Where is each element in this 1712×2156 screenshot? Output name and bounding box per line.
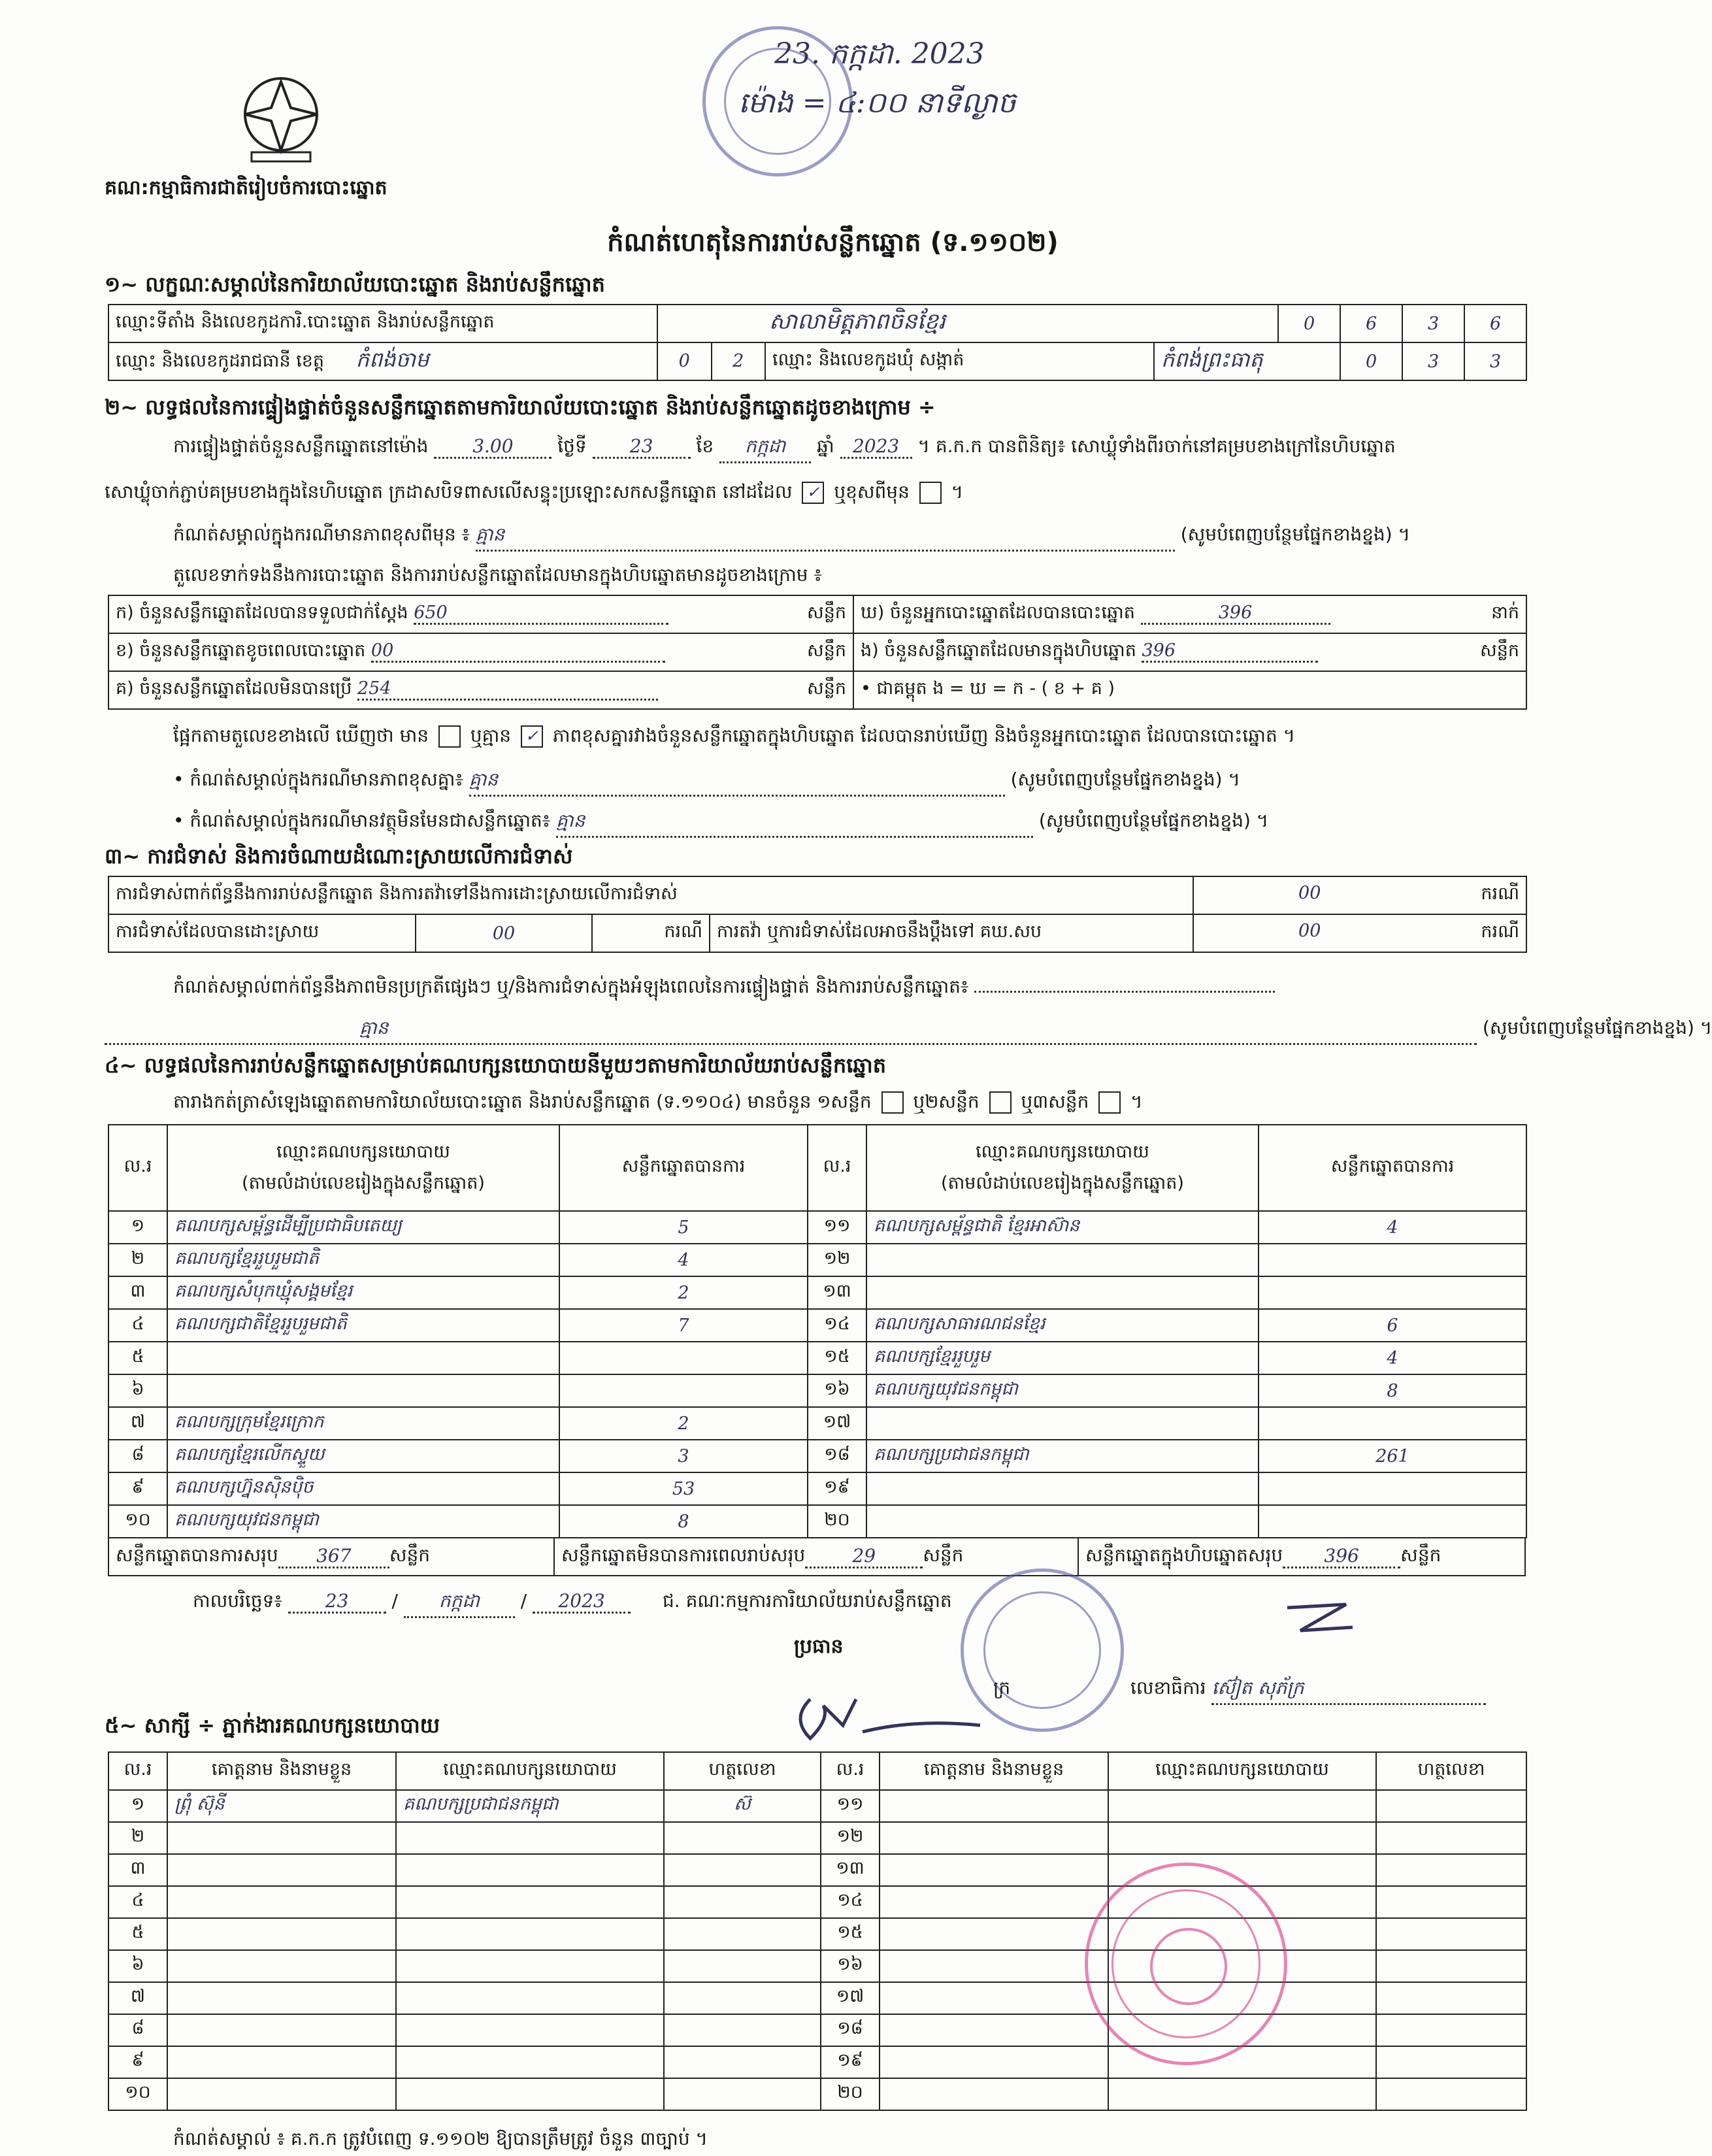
witness-signature: [664, 2078, 821, 2110]
witness-number: ៩: [108, 2046, 167, 2078]
office-value: សាលាមិត្តភាពចិនខ្មែរ: [657, 305, 1278, 342]
witness-number: ១៥: [821, 1918, 880, 1950]
table-row: [108, 1982, 1526, 2014]
box-ballots: 396: [1142, 640, 1318, 663]
party-number: ១២: [808, 1244, 866, 1276]
party-name: គណបក្សសម្ព័ន្ធជាតិ ខ្មែរអាស៊ាន: [866, 1211, 1259, 1244]
party-votes: [559, 1342, 808, 1374]
party-name: [866, 1244, 1259, 1276]
witness-number: ១៨: [821, 2014, 880, 2046]
witness-party: [396, 1822, 664, 1854]
table-row: [108, 1918, 1526, 1950]
three-sheet-checkbox[interactable]: [1098, 1091, 1121, 1114]
party-number: ១៦: [808, 1374, 866, 1407]
witness-number: ១៧: [821, 1982, 880, 2014]
totals-row: សន្លឹកឆ្នោតបានការសរុប 367 សន្លឹក សន្លឹកឆ្នោតមិនបានការពេលរាប់សរុប 29 សន្លឹក សន្លឹកឆ្នោតក្នុងហិបឆ្នោតសរុប 396 សន្លឹក: [108, 1537, 1526, 1576]
party-number: ៦: [108, 1374, 167, 1407]
note2-line: • កំណត់សម្គាល់ក្នុងករណីមានភាពខុសគ្នា៖ គ្មាន (សូមបំពេញបន្ថែមផ្នែកខាងខ្នង) ។: [173, 768, 1240, 797]
witness-party: [396, 1982, 664, 2014]
witness-signature: [664, 1918, 821, 1950]
total-invalid: 29: [805, 1545, 923, 1568]
witness-name: [880, 2046, 1108, 2078]
section4-title: ៤~ លទ្ធផលនៃការរាប់សន្លឹកឆ្នោតសម្រាប់គណបក្សនយោបាយនីមួយៗតាមការិយាល័យរាប់សន្លឹកឆ្នោត: [105, 1053, 887, 1078]
party-name: គណបក្សខ្មែររួបរួមជាតិ: [167, 1244, 559, 1276]
witness-party: [1108, 2078, 1376, 2110]
witness-name: [167, 1886, 396, 1918]
witness-number: ៦: [108, 1950, 167, 1982]
witness-name: ព្រុំ ស៊ុនី: [167, 1790, 396, 1822]
member-signature: [784, 1680, 993, 1754]
section4-sub: តារាងកត់ត្រាសំឡេងឆ្នោតតាមការិយាល័យបោះឆ្នោត និងរាប់សន្លឹកឆ្នោត (ទ.១១០៤) មានចំនួន ១សន្លឹក ឬ២សន្លឹក ឬ៣សន្លឹក ។: [173, 1091, 1143, 1112]
total-in-box: 396: [1283, 1545, 1400, 1568]
witness-party: [396, 1854, 664, 1886]
witness-name: [167, 2014, 396, 2046]
witness-party: [396, 1886, 664, 1918]
commune-code-3: 3: [1464, 342, 1526, 380]
witness-party: [396, 2014, 664, 2046]
witness-name: [880, 1918, 1108, 1950]
appeal-value: 00: [1298, 920, 1321, 941]
witness-signature: [664, 1982, 821, 2014]
witness-name: [167, 1982, 396, 2014]
party-votes: 5: [559, 1211, 808, 1244]
party-votes: [1259, 1407, 1526, 1440]
party-number: ៨: [108, 1440, 167, 1472]
party-votes: 2: [559, 1276, 808, 1309]
party-votes: 3: [559, 1440, 808, 1472]
province-code-2: 2: [733, 351, 744, 371]
witness-number: ៨: [108, 2014, 167, 2046]
witness-number: ១៤: [821, 1886, 880, 1918]
witness-name: [880, 1854, 1108, 1886]
party-name: [866, 1472, 1259, 1505]
province-code-1: 0: [658, 343, 712, 380]
witness-signature: [664, 2014, 821, 2046]
formula: • ជាគម្ពុត ង = ឃ = ក - ( ខ + គ ): [853, 671, 1526, 709]
section3-note-line2: គ្មាន (សូមបំពេញបន្ថែមផ្នែកខាងខ្នង) ។: [105, 1016, 1712, 1045]
party-number: ១: [108, 1211, 167, 1244]
witness-number: ១៩: [821, 2046, 880, 2078]
witness-name: [167, 1854, 396, 1886]
witness-signature: [1376, 1822, 1526, 1854]
check-month: កក្កដា: [719, 435, 811, 463]
sign-year: 2023: [533, 1590, 631, 1614]
witness-number: ១៦: [821, 1950, 880, 1982]
witness-name: [880, 1982, 1108, 2014]
different-checkbox[interactable]: [919, 482, 942, 504]
party-name: គណបក្សប្រជាជនកម្ពុជា: [866, 1440, 1259, 1472]
party-number: ៧: [108, 1407, 167, 1440]
section3-title: ៣~ ការជំទាស់ និងការចំណាយដំណោះស្រាយលើការជំទាស់: [105, 844, 573, 869]
sign-month: កក្កដា: [404, 1589, 515, 1618]
party-votes: 4: [559, 1244, 808, 1276]
party-number: ៩: [108, 1472, 167, 1505]
note2-value: គ្មាន: [469, 768, 1005, 797]
witness-table: ល.រ គោត្តនាម និងនាមខ្លួន ឈ្មោះគណបក្សនយោបាយ ហត្ថលេខា ល.រ គោត្តនាម និងនាមខ្លួន ឈ្មោះគណបក្សនយោបាយ ហត្ថលេខា ១ ព្រុំ ស៊ុនី គណបក្សប្រជាជនកម្ពុជា ស៊ ១១ ២ ១២ ៣ ១៣ ៤ ១៤ ៥ ១៥ ៦ ១៦ ៧ ១៧ ៨ ១៨ ៩ ១៩ ១០ ២០: [108, 1751, 1527, 2111]
commune-value: កំពង់ព្រះធាតុ: [1154, 342, 1340, 380]
table-row: [108, 2014, 1526, 2046]
chair-signature: [1281, 1595, 1359, 1643]
check-day: 23: [593, 435, 691, 459]
party-votes: 7: [559, 1309, 808, 1342]
witness-name: [880, 1886, 1108, 1918]
chair-label: ប្រធាន: [794, 1635, 844, 1658]
nec-emblem: [225, 69, 337, 167]
party-votes: [1259, 1276, 1526, 1309]
party-votes: 8: [1259, 1374, 1526, 1407]
commune-label: ឈ្មោះ និងលេខកូដឃុំ សង្កាត់: [772, 349, 964, 370]
spoiled-ballots: 00: [371, 640, 665, 663]
party-number: ៤: [108, 1309, 167, 1342]
witness-name: [880, 1822, 1108, 1854]
note1-value: គ្មាន: [476, 523, 1175, 552]
witness-number: ១២: [821, 1822, 880, 1854]
province-value: កំពង់ចាម: [355, 346, 429, 372]
table-row: [108, 1472, 1526, 1505]
total-valid: 367: [278, 1545, 389, 1568]
witness-party: [1108, 1790, 1376, 1822]
note3-line: • កំណត់សម្គាល់ក្នុងករណីមានវត្ថុមិនមែនជាសន្លឹកឆ្នោត៖ គ្មាន (សូមបំពេញបន្ថែមផ្នែកខាងខ្នង) ។: [173, 809, 1268, 838]
office-code-4: 6: [1464, 305, 1526, 342]
table-row: [108, 1309, 1526, 1342]
party-votes: 4: [1259, 1211, 1526, 1244]
witness-number: ៤: [108, 1886, 167, 1918]
party-name: គណបក្សខ្មែររួបរួម: [866, 1342, 1259, 1374]
witness-signature: [1376, 1982, 1526, 2014]
witness-name: [167, 1950, 396, 1982]
complaints-table: ការជំទាស់ពាក់ព័ន្ធនឹងការរាប់សន្លឹកឆ្នោត និងការតវ៉ាទៅនឹងការដោះស្រាយលើការជំទាស់ 00 ករណី ការជំទាស់ដែលបានដោះស្រាយ 00 ករណី ការតវ៉ា ឬការជំទាស់ដែលអាចនឹងប្តឹងទៅ គឃ.សប 00 ករណី: [108, 876, 1527, 953]
witness-signature: [1376, 1854, 1526, 1886]
party-number: ១៩: [808, 1472, 866, 1505]
one-sheet-checkbox[interactable]: [881, 1091, 904, 1114]
party-number: ១៤: [808, 1309, 866, 1342]
party-name: [167, 1342, 559, 1374]
table-row: [108, 1886, 1526, 1918]
witness-signature: ស៊: [664, 1790, 821, 1822]
party-name: [866, 1505, 1259, 1538]
party-votes: 6: [1259, 1309, 1526, 1342]
sign-day: 23: [288, 1590, 386, 1614]
party-name: គណបក្សយុវជនកម្ពុជា: [866, 1374, 1259, 1407]
witness-party: [396, 1950, 664, 1982]
footer-note: កំណត់សម្គាល់ ៖ គ.ក.ក ត្រូវបំពេញ ទ.១១០២ ឱ្យបានត្រឹមត្រូវ ចំនួន ៣ច្បាប់ ។: [173, 2128, 708, 2149]
party-name: [167, 1374, 559, 1407]
votes-table: ល.រ ឈ្មោះគណបក្សនយោបាយ (តាមលំដាប់លេខរៀងក្នុងសន្លឹកឆ្នោត) សន្លឹកឆ្នោតបានការ ល.រ ឈ្មោះគណបក្សនយោបាយ (តាមលំដាប់លេខរៀងក្នុងសន្លឹកឆ្នោត) សន្លឹកឆ្នោតបានការ ១ គណបក្សសម្ព័ន្ធដើម្បីប្រជាធិបតេយ្យ 5 ១១ គណបក្សសម្ព័ន្ធជាតិ ខ្មែរអាស៊ាន 4 ២ គណបក្សខ្មែររួបរួមជាតិ 4 ១២ ៣ គណបក្សសំបុកឃ្មុំសង្គមខ្មែរ 2 ១៣ ៤ គណបក្សជាតិខ្មែររួបរួមជាតិ 7 ១៤ គណបក្សសាធារណជនខ្មែរ 6 ៥ ១៥ គណបក្សខ្មែររួបរួម 4 ៦ ១៦ គណបក្សយុវជនកម្ពុជា 8 ៧ គណបក្សក្រុមខ្មែរក្រោក 2 ១៧ ៨ គណបក្សខ្មែរលើកស្ទួយ 3 ១៨ គណបក្សប្រជាជនកម្ពុជា 261 ៩ គណបក្សហ្វ៊ុនស៊ិនប៉ិច 53 ១៩ ១០ គណបក្សយុវជនកម្ពុជា 8 ២០: [108, 1124, 1527, 1538]
party-votes: [1259, 1244, 1526, 1276]
table-row: [108, 1342, 1526, 1374]
table-row: [108, 1790, 1526, 1822]
table-row: [108, 2046, 1526, 2078]
party-number: ១១: [808, 1211, 866, 1244]
table-row: [108, 1407, 1526, 1440]
secretary-name: ស៊ៀត សុភ័ក្រ: [1211, 1676, 1486, 1705]
witness-number: ១០: [108, 2078, 167, 2110]
counts-table: ក) ចំនួនសន្លឹកឆ្នោតដែលបានទទួលជាក់ស្តែង 650 សន្លឹក ឃ) ចំនួនអ្នកបោះឆ្នោតដែលបានបោះឆ្នោត 396 នាក់ ខ) ចំនួនសន្លឹកឆ្នោតខូចពេលបោះឆ្នោត 00 សន្លឹក ង) ចំនួនសន្លឹកឆ្នោតដែលមានក្នុងហិបឆ្នោត 396 សន្លឹក គ) ចំនួនសន្លឹកឆ្នោតដែលមិនបានប្រើ 254 សន្លឹក • ជាគម្ពុត ង = ឃ = ក - ( ខ + គ ): [108, 595, 1527, 710]
witness-party: គណបក្សប្រជាជនកម្ពុជា: [396, 1790, 664, 1822]
witness-signature: [664, 1822, 821, 1854]
party-number: ២០: [808, 1505, 866, 1538]
witness-party: [396, 1918, 664, 1950]
witness-name: [880, 1950, 1108, 1982]
commune-code-2: 3: [1402, 342, 1464, 380]
witness-signature: [664, 2046, 821, 2078]
office-code-1: 0: [1278, 305, 1340, 342]
section2-para1: ការផ្ទៀងផ្ទាត់ចំនួនសន្លឹកឆ្នោតនៅម៉ោង 3.00 ថ្ងៃទី 23 ខែ កក្កដា ឆ្នាំ 2023 ។ គ.ក.ក បានពិនិត្យ៖ សោឃ្លុំទាំងពីរចាក់នៅគម្របខាងក្រៅនៃហិបឆ្នោត: [173, 435, 1396, 463]
party-name: គណបក្សសម្ព័ន្ធដើម្បីប្រជាធិបតេយ្យ: [167, 1211, 559, 1244]
witness-name: [167, 1918, 396, 1950]
witness-name: [880, 2014, 1108, 2046]
witness-signature: [1376, 1886, 1526, 1918]
check-year: 2023: [840, 435, 912, 459]
note3-value: គ្មាន: [556, 809, 1033, 838]
table-row: [108, 1822, 1526, 1854]
table-row: [108, 1374, 1526, 1407]
section3-note-line: កំណត់សម្គាល់ពាក់ព័ន្ធនឹងភាពមិនប្រក្រតីផ្សេងៗ ឬ/និងការជំទាស់ក្នុងអំឡុងពេលនៃការផ្ទៀងផ្ទាត់ និងការរាប់សន្លឹកឆ្នោត៖: [173, 975, 1275, 1002]
handwritten-date: 23. កក្កដា. 2023: [774, 37, 985, 71]
voters-count: 396: [1141, 603, 1330, 625]
witness-name: [880, 2078, 1108, 2110]
member-label: ក្រ: [993, 1677, 1011, 1699]
witness-number: ១៣: [821, 1854, 880, 1886]
section2-title: ២~ លទ្ធផលនៃការផ្ទៀងផ្ទាត់ចំនួនសន្លឹកឆ្នោតតាមការិយាល័យបោះឆ្នោត និងរាប់សន្លឹកឆ្នោតដូចខាងក្រោម ÷: [105, 395, 936, 420]
witness-signature: [1376, 1790, 1526, 1822]
witness-name: [167, 2046, 396, 2078]
witness-number: ៣: [108, 1854, 167, 1886]
same-checkbox[interactable]: ✓: [802, 482, 824, 504]
party-number: ១៥: [808, 1342, 866, 1374]
office-code-3: 3: [1402, 305, 1464, 342]
table-row: [108, 1276, 1526, 1309]
official-stamp-pink: [1085, 1863, 1287, 2065]
note1-line: កំណត់សម្គាល់ក្នុងករណីមានភាពខុសពីមុន ៖ គ្មាន (សូមបំពេញបន្ថែមផ្នែកខាងខ្នង) ។: [173, 523, 1410, 552]
section2-para4: ផ្អែកតាមតួលេខខាងលើ ឃើញថា មាន ឬគ្មាន ✓ ភាពខុសគ្នារវាងចំនួនសន្លឹកឆ្នោតក្នុងហិបឆ្នោត ដែលបានរាប់ឃើញ និងចំនួនអ្នកបោះឆ្នោត ដែលបានបោះឆ្នោត ។: [173, 725, 1296, 746]
witness-party: [1108, 1822, 1376, 1854]
witness-signature: [1376, 2078, 1526, 2110]
party-number: ៣: [108, 1276, 167, 1309]
party-name: គណបក្សសំបុកឃ្មុំសង្គមខ្មែរ: [167, 1276, 559, 1309]
party-name: គណបក្សខ្មែរលើកស្ទួយ: [167, 1440, 559, 1472]
complaints-row1-value: 00: [1298, 882, 1321, 903]
party-number: ១០: [108, 1505, 167, 1538]
table-row: [108, 1211, 1526, 1244]
section2-para2: សោឃ្លុំចាក់ភ្ជាប់គម្របខាងក្នុងនៃហិបឆ្នោត ក្រដាសបិទពាសលើសន្ទុះប្រឡោះសកសន្លឹកឆ្នោត នៅដដែល ✓ ឬខុសពីមុន ។: [105, 481, 964, 503]
witness-name: [167, 1822, 396, 1854]
witness-signature: [664, 1950, 821, 1982]
witness-number: ២: [108, 1822, 167, 1854]
check-time: 3.00: [434, 435, 551, 459]
table-row: [108, 1854, 1526, 1886]
witness-signature: [1376, 2014, 1526, 2046]
table-row: [108, 1950, 1526, 1982]
section2-para3: តួលេខទាក់ទងនឹងការបោះឆ្នោត និងការរាប់សន្លឹកឆ្នោតដែលមានក្នុងហិបឆ្នោតមានដូចខាងក្រោម ៖: [173, 564, 822, 586]
doc-title: កំណត់ហេតុនៃការរាប់សន្លឹកឆ្នោត (ទ.១១០២): [607, 227, 1059, 257]
table-row: [108, 1505, 1526, 1538]
party-votes: [1259, 1472, 1526, 1505]
witness-party: [396, 2078, 664, 2110]
table-row: [108, 2078, 1526, 2110]
party-number: ៥: [108, 1342, 167, 1374]
party-votes: [1259, 1505, 1526, 1538]
has-diff-checkbox[interactable]: [438, 725, 461, 748]
party-name: គណបក្សជាតិខ្មែររួបរួមជាតិ: [167, 1309, 559, 1342]
party-votes: 8: [559, 1505, 808, 1538]
witness-number: ១១: [821, 1790, 880, 1822]
witness-signature: [1376, 2046, 1526, 2078]
table-row: [108, 1440, 1526, 1472]
resolved-value: 00: [416, 914, 592, 952]
witness-party: [396, 2046, 664, 2078]
party-number: ១៧: [808, 1407, 866, 1440]
party-name: គណបក្សសាធារណជនខ្មែរ: [866, 1309, 1259, 1342]
witness-signature: [1376, 1950, 1526, 1982]
section3-note-value: គ្មាន: [105, 1016, 1477, 1045]
witness-name: [880, 1790, 1108, 1822]
office-code-2: 6: [1340, 305, 1402, 342]
party-votes: 2: [559, 1407, 808, 1440]
table-row: [108, 1244, 1526, 1276]
section5-title: ៥~ សាក្សី ÷ ភ្នាក់ងារគណបក្សនយោបាយ: [105, 1713, 440, 1738]
party-votes: 4: [1259, 1342, 1526, 1374]
party-name: គណបក្សហ្វ៊ុនស៊ិនប៉ិច: [167, 1472, 559, 1505]
witness-signature: [664, 1886, 821, 1918]
party-number: ២: [108, 1244, 167, 1276]
appeal-label: ការតវ៉ា ឬការជំទាស់ដែលអាចនឹងប្តឹងទៅ គឃ.សប: [710, 914, 1193, 952]
party-votes: 53: [559, 1472, 808, 1505]
party-name: គណបក្សក្រុមខ្មែរក្រោក: [167, 1407, 559, 1440]
witness-number: ១: [108, 1790, 167, 1822]
witness-signature: [1376, 1918, 1526, 1950]
party-number: ១៣: [808, 1276, 866, 1309]
witness-number: ៧: [108, 1982, 167, 2014]
commune-code-1: 0: [1340, 342, 1402, 380]
witness-number: ២០: [821, 2078, 880, 2110]
no-diff-checkbox[interactable]: ✓: [521, 725, 543, 748]
party-votes: [559, 1374, 808, 1407]
received-ballots: 650: [414, 603, 668, 625]
witness-name: [167, 2078, 396, 2110]
handwritten-time: ម៉ោង = ៤:០០ នាទីល្ងាច: [738, 86, 1016, 120]
witness-signature: [664, 1854, 821, 1886]
secretary-line: លេខាធិការ ស៊ៀត សុភ័ក្រ: [1130, 1676, 1486, 1705]
witness-number: ៥: [108, 1918, 167, 1950]
party-name: [866, 1276, 1259, 1309]
party-number: ១៨: [808, 1440, 866, 1472]
party-votes: 261: [1259, 1440, 1526, 1472]
two-sheet-checkbox[interactable]: [989, 1091, 1012, 1114]
office-info-table: [108, 304, 1527, 381]
party-name: [866, 1407, 1259, 1440]
date-line: កាលបរិច្ឆេទ៖ 23 / កក្កដា / 2023 ជ. គណៈកម្មការការិយាល័យរាប់សន្លឹកឆ្នោត: [193, 1589, 952, 1618]
complaints-row1-label: ការជំទាស់ពាក់ព័ន្ធនឹងការរាប់សន្លឹកឆ្នោត និងការតវ៉ាទៅនឹងការដោះស្រាយលើការជំទាស់: [108, 876, 1193, 914]
org-name: គណ:កម្មាធិការជាតិរៀបចំការបោះឆ្នោត: [105, 176, 387, 199]
resolved-label: ការជំទាស់ដែលបានដោះស្រាយ: [108, 914, 416, 952]
section1-title: ១~ លក្ខណៈសម្គាល់នៃការិយាល័យបោះឆ្នោត និងរាប់សន្លឹកឆ្នោត: [105, 272, 605, 297]
unused-ballots: 254: [357, 678, 658, 701]
party-name: គណបក្សយុវជនកម្ពុជា: [167, 1505, 559, 1538]
office-label: ឈ្មោះទីតាំង និងលេខកូដការិ.បោះឆ្នោត និងរាប់សន្លឹកឆ្នោត: [108, 305, 657, 342]
province-label: ឈ្មោះ និងលេខកូដរាជធានី ខេត្ត: [116, 350, 325, 371]
